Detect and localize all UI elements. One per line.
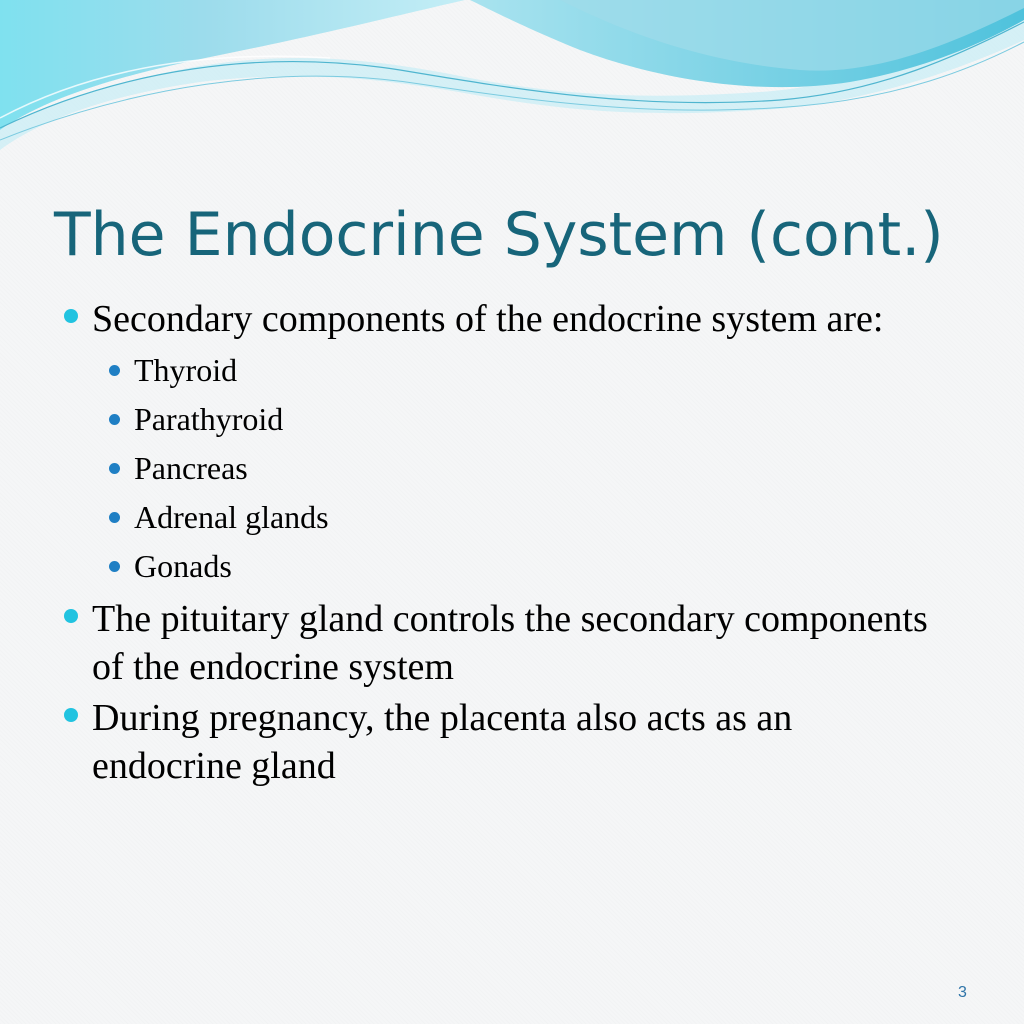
sub-bullet-icon [109,512,120,523]
wave-decoration-icon [0,0,1024,170]
sub-bullet-icon [109,414,120,425]
sub-bullet-icon [109,561,120,572]
sub-bullet-text: Thyroid [134,352,238,388]
sub-bullet-item [62,346,942,395]
sub-bullet-icon [109,365,120,376]
sub-bullet-text: Parathyroid [134,401,284,437]
bullet-icon [64,309,78,323]
sub-bullet-icon [109,463,120,474]
slide-number: 3 [958,984,967,1001]
bullet-icon [64,708,78,722]
bullet-item [62,595,942,691]
sub-bullet-item [62,542,942,591]
sub-bullet-text: Adrenal glands [134,499,329,535]
bullet-item [62,694,942,790]
bullet-icon [64,609,78,623]
bullet-text: During pregnancy, the placenta also acts as an endocrine gland [92,697,793,787]
bullet-text: Secondary components of the endocrine system are: [92,298,884,340]
bullet-text: The pituitary gland controls the secondary components of the endocrine system [92,598,928,688]
bullet-item [62,295,942,343]
sub-bullet-text: Pancreas [134,450,248,486]
slide-content [62,295,942,793]
sub-bullet-item [62,444,942,493]
sub-bullet-item [62,493,942,542]
sub-bullet-list [62,346,942,591]
sub-bullet-text: Gonads [134,548,232,584]
sub-bullet-item [62,395,942,444]
slide-title: The Endocrine System (cont.) [54,200,944,270]
